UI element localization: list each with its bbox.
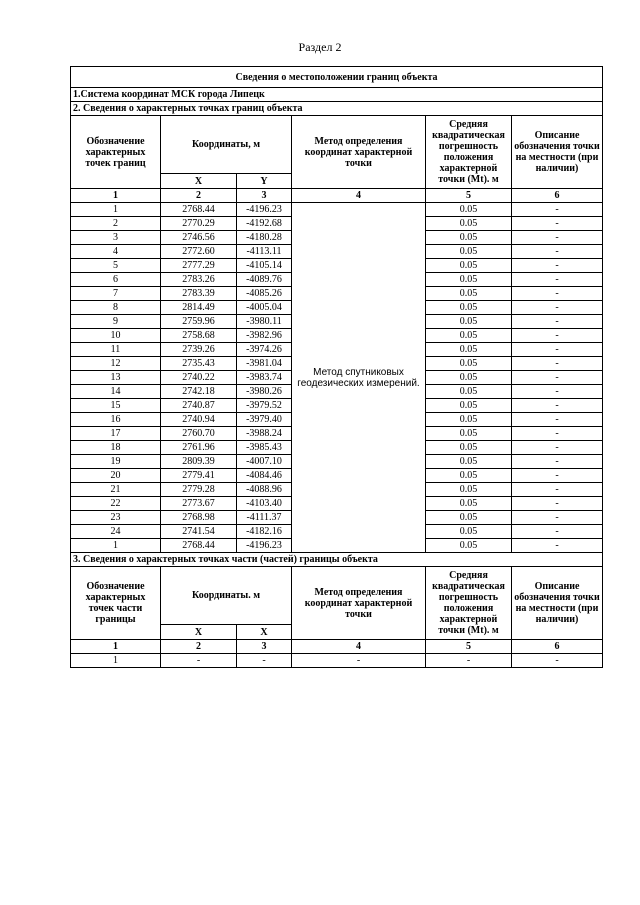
point-description: - <box>512 217 603 231</box>
point-y: -4196.23 <box>237 539 292 553</box>
header-numbers-row <box>71 189 603 203</box>
point-error: 0.05 <box>426 385 512 399</box>
point-x: 2809.39 <box>161 455 237 469</box>
section3-title: 3. Сведения о характерных точках части (частей) границы объекта <box>71 553 603 567</box>
point-number: 18 <box>71 441 161 455</box>
point-y: -3974.26 <box>237 343 292 357</box>
point-error: 0.05 <box>426 231 512 245</box>
table-row <box>71 654 603 668</box>
point-x: 2779.28 <box>161 483 237 497</box>
point-x: 2779.41 <box>161 469 237 483</box>
point-x: 2735.43 <box>161 357 237 371</box>
point-error: 0.05 <box>426 287 512 301</box>
point-number: 1 <box>71 539 161 553</box>
point-y: -4113.11 <box>237 245 292 259</box>
point-x: 2777.29 <box>161 259 237 273</box>
point-description: - <box>512 287 603 301</box>
point-description: - <box>512 413 603 427</box>
point-error: 0.05 <box>426 371 512 385</box>
point-description: - <box>512 525 603 539</box>
point-number: 9 <box>71 315 161 329</box>
point-error: 0.05 <box>426 217 512 231</box>
point-x: 2814.49 <box>161 301 237 315</box>
header3-numbers-row <box>71 640 603 654</box>
point-description: - <box>512 455 603 469</box>
point-error: 0.05 <box>426 329 512 343</box>
header3-num: 5 <box>426 640 512 654</box>
point-y: -3988.24 <box>237 427 292 441</box>
point-x: 2760.70 <box>161 427 237 441</box>
header-num: 1 <box>71 189 161 203</box>
point-number: 8 <box>71 301 161 315</box>
point-x: 2740.94 <box>161 413 237 427</box>
point-y: -4084.46 <box>237 469 292 483</box>
table-title-row <box>71 67 603 88</box>
point-error: 0.05 <box>426 259 512 273</box>
point-description: - <box>512 259 603 273</box>
header3-num: 6 <box>512 640 603 654</box>
point-description: - <box>512 343 603 357</box>
point-y: -3981.04 <box>237 357 292 371</box>
point-error: 0.05 <box>426 539 512 553</box>
point-number: 1 <box>71 654 161 668</box>
point-x: 2758.68 <box>161 329 237 343</box>
point-number: 20 <box>71 469 161 483</box>
point-description: - <box>512 483 603 497</box>
point-description: - <box>512 371 603 385</box>
point-x: 2761.96 <box>161 441 237 455</box>
point-number: 6 <box>71 273 161 287</box>
point-x: 2740.87 <box>161 399 237 413</box>
header-x: X <box>161 174 237 189</box>
point-number: 3 <box>71 231 161 245</box>
section1-row <box>71 88 603 102</box>
point-error: 0.05 <box>426 301 512 315</box>
point-y: -4180.28 <box>237 231 292 245</box>
point-number: 19 <box>71 455 161 469</box>
point-error: 0.05 <box>426 483 512 497</box>
point-error: 0.05 <box>426 511 512 525</box>
point-number: 17 <box>71 427 161 441</box>
point-description: - <box>512 399 603 413</box>
point-x: - <box>161 654 237 668</box>
header-num: 2 <box>161 189 237 203</box>
header-y: Y <box>237 174 292 189</box>
point-number: 12 <box>71 357 161 371</box>
header-row <box>71 116 603 174</box>
point-description: - <box>512 469 603 483</box>
point-number: 21 <box>71 483 161 497</box>
point-number: 10 <box>71 329 161 343</box>
point-description: - <box>512 385 603 399</box>
point-number: 13 <box>71 371 161 385</box>
point-number: 23 <box>71 511 161 525</box>
point-x: 2773.67 <box>161 497 237 511</box>
point-description: - <box>512 539 603 553</box>
point-error: 0.05 <box>426 357 512 371</box>
point-y: -4111.37 <box>237 511 292 525</box>
point-error: 0.05 <box>426 525 512 539</box>
point-x: 2768.98 <box>161 511 237 525</box>
section1-title: 1.Система координат МСК города Липецк <box>71 88 603 102</box>
point-x: 2739.26 <box>161 343 237 357</box>
header-error: Средняя квадратическая погрешность положения характерной точки (Mt). м <box>426 116 512 189</box>
boundary-table <box>70 66 603 668</box>
point-error: 0.05 <box>426 399 512 413</box>
point-y: - <box>237 654 292 668</box>
point-y: -4103.40 <box>237 497 292 511</box>
point-error: 0.05 <box>426 203 512 217</box>
point-y: -4005.04 <box>237 301 292 315</box>
point-error: 0.05 <box>426 273 512 287</box>
point-error: 0.05 <box>426 497 512 511</box>
point-y: -4007.10 <box>237 455 292 469</box>
header3-x: X <box>161 625 237 640</box>
point-error: 0.05 <box>426 469 512 483</box>
point-description: - <box>512 329 603 343</box>
point-error: 0.05 <box>426 343 512 357</box>
point-y: -4182.16 <box>237 525 292 539</box>
point-number: 14 <box>71 385 161 399</box>
section-label: Раздел 2 <box>298 40 342 54</box>
point-y: -4089.76 <box>237 273 292 287</box>
table-row <box>71 203 603 217</box>
table-title: Сведения о местоположении границ объекта <box>71 67 603 88</box>
point-y: -3979.40 <box>237 413 292 427</box>
section3-row <box>71 553 603 567</box>
header3-num: 4 <box>292 640 426 654</box>
point-x: 2770.29 <box>161 217 237 231</box>
point-description: - <box>512 427 603 441</box>
point-number: 4 <box>71 245 161 259</box>
point-number: 11 <box>71 343 161 357</box>
point-number: 15 <box>71 399 161 413</box>
point-y: -3985.43 <box>237 441 292 455</box>
method-cell: Метод спутниковых геодезических измерений. <box>292 203 426 553</box>
header3-point-label: Обозначение характерных точек части границы <box>71 567 161 640</box>
point-description: - <box>512 497 603 511</box>
point-number: 2 <box>71 217 161 231</box>
point-description: - <box>512 357 603 371</box>
point-y: -3979.52 <box>237 399 292 413</box>
point-y: -4105.14 <box>237 259 292 273</box>
point-number: 16 <box>71 413 161 427</box>
header3-method: Метод определения координат характерной точки <box>292 567 426 640</box>
point-x: 2742.18 <box>161 385 237 399</box>
point-description: - <box>512 301 603 315</box>
point-error: 0.05 <box>426 315 512 329</box>
point-description: - <box>512 273 603 287</box>
header-description: Описание обозначения точки на местности (при наличии) <box>512 116 603 189</box>
point-y: -4088.96 <box>237 483 292 497</box>
header3-num: 3 <box>237 640 292 654</box>
header3-description: Описание обозначения точки на местности (при наличии) <box>512 567 603 640</box>
section2-title: 2. Сведения о характерных точках границ объекта <box>71 102 603 116</box>
header-method: Метод определения координат характерной точки <box>292 116 426 189</box>
point-x: 2768.44 <box>161 203 237 217</box>
header3-coords: Координаты. м <box>161 567 292 625</box>
header-num: 6 <box>512 189 603 203</box>
point-x: 2759.96 <box>161 315 237 329</box>
point-x: 2783.39 <box>161 287 237 301</box>
point-description: - <box>512 511 603 525</box>
point-y: -4192.68 <box>237 217 292 231</box>
point-description: - <box>512 203 603 217</box>
header-coords: Координаты, м <box>161 116 292 174</box>
point-description: - <box>512 441 603 455</box>
point-number: 24 <box>71 525 161 539</box>
header3-y: X <box>237 625 292 640</box>
point-y: -3980.26 <box>237 385 292 399</box>
point-error: - <box>426 654 512 668</box>
point-method: - <box>292 654 426 668</box>
point-y: -4085.26 <box>237 287 292 301</box>
point-y: -3980.11 <box>237 315 292 329</box>
point-description: - <box>512 315 603 329</box>
point-error: 0.05 <box>426 441 512 455</box>
point-x: 2746.56 <box>161 231 237 245</box>
point-error: 0.05 <box>426 245 512 259</box>
header-num: 4 <box>292 189 426 203</box>
header-point-label: Обозначение характерных точек границ <box>71 116 161 189</box>
header3-error: Средняя квадратическая погрешность положения характерной точки (Mt). м <box>426 567 512 640</box>
point-x: 2772.60 <box>161 245 237 259</box>
point-error: 0.05 <box>426 413 512 427</box>
point-description: - <box>512 654 603 668</box>
header-num: 3 <box>237 189 292 203</box>
point-x: 2740.22 <box>161 371 237 385</box>
point-x: 2783.26 <box>161 273 237 287</box>
point-y: -4196.23 <box>237 203 292 217</box>
point-y: -3983.74 <box>237 371 292 385</box>
point-x: 2768.44 <box>161 539 237 553</box>
header3-row <box>71 567 603 625</box>
point-error: 0.05 <box>426 455 512 469</box>
point-number: 7 <box>71 287 161 301</box>
point-number: 22 <box>71 497 161 511</box>
point-error: 0.05 <box>426 427 512 441</box>
header-num: 5 <box>426 189 512 203</box>
section2-row <box>71 102 603 116</box>
point-description: - <box>512 231 603 245</box>
point-x: 2741.54 <box>161 525 237 539</box>
point-y: -3982.96 <box>237 329 292 343</box>
header3-num: 2 <box>161 640 237 654</box>
header3-num: 1 <box>71 640 161 654</box>
point-number: 5 <box>71 259 161 273</box>
point-number: 1 <box>71 203 161 217</box>
point-description: - <box>512 245 603 259</box>
